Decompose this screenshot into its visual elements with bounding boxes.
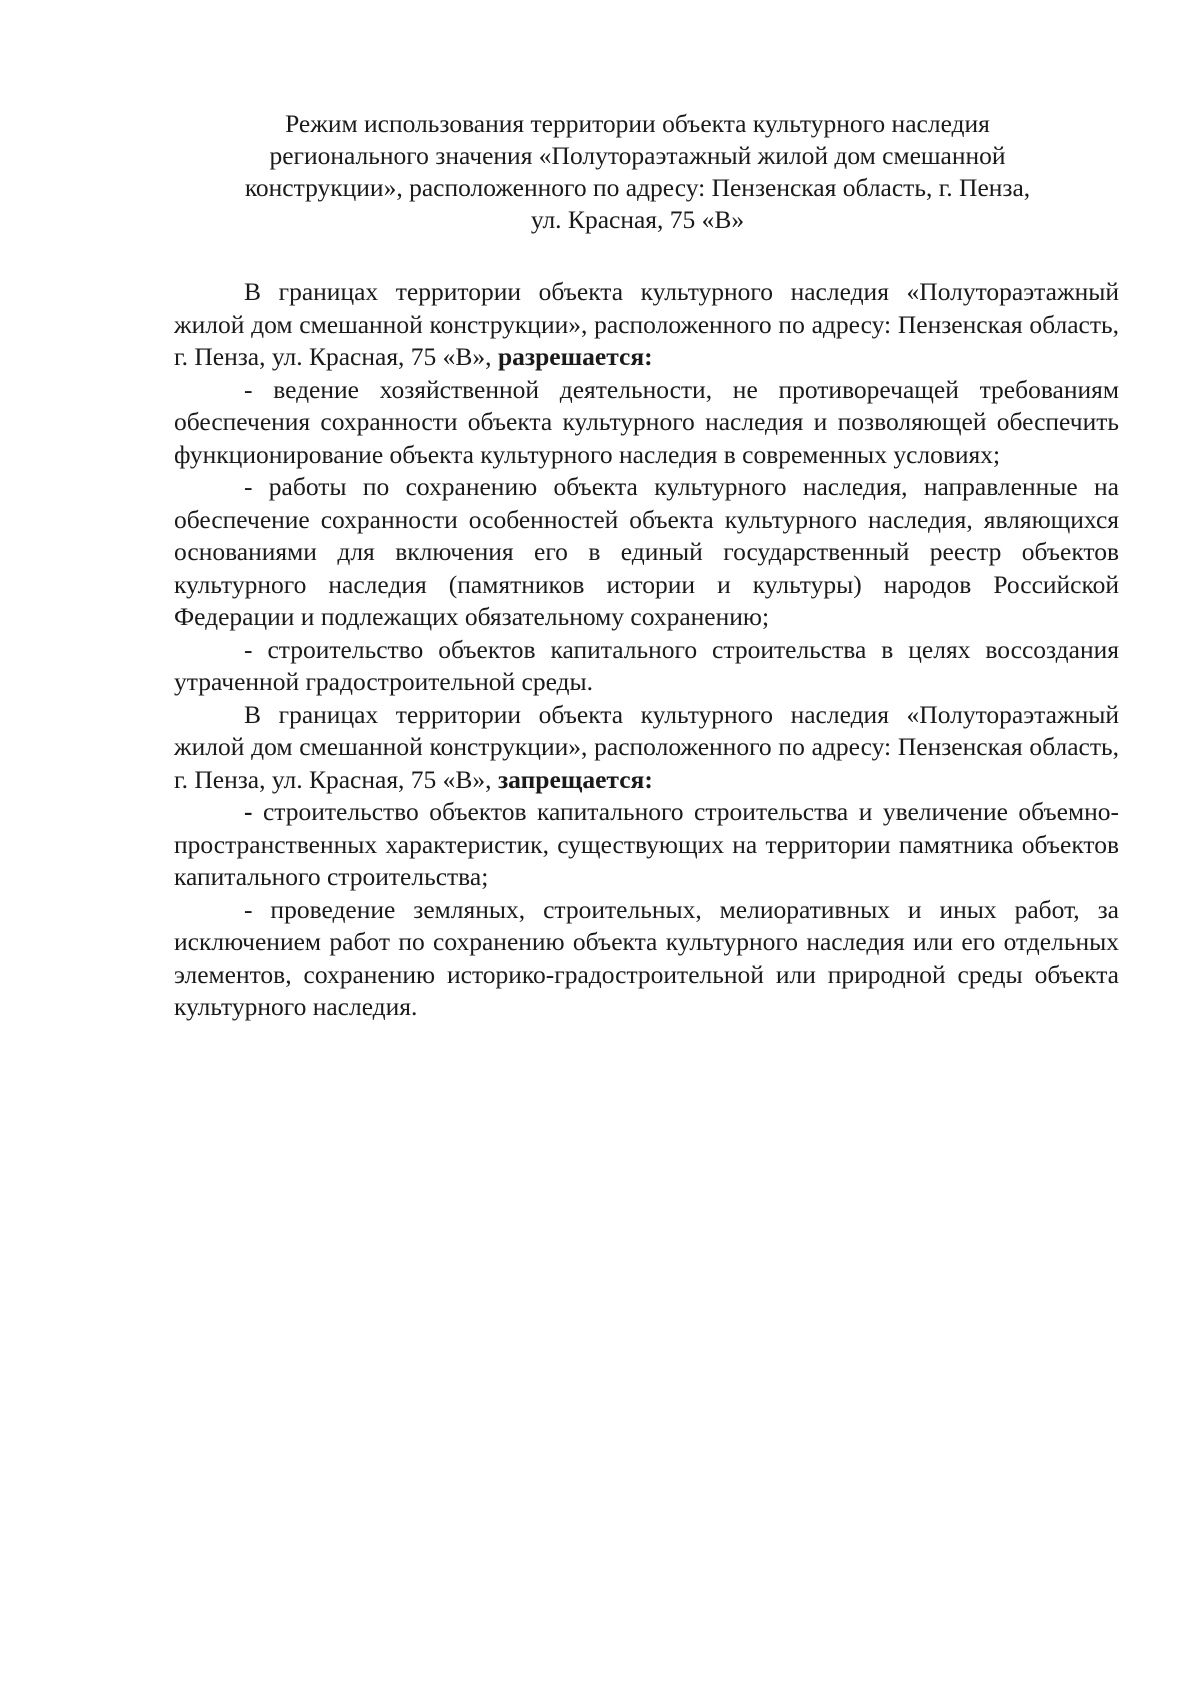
permitted-intro-paragraph bbox=[174, 276, 1119, 374]
permitted-item: - работы по сохранению объекта культурного наследия, направленные на обеспечение сохранности особенностей объекта культурного наследия, являющихся основаниями для включения его в единый государственный реестр объектов культурного наследия (памятников истории и культуры) народов Российской Федерации и подлежащих обязательному сохранению; bbox=[174, 472, 1119, 631]
title-line: конструкции», расположенного по адресу: Пензенская область, г. Пенза, bbox=[244, 173, 1031, 202]
prohibited-item bbox=[174, 796, 1119, 894]
document-body bbox=[174, 276, 1119, 1024]
prohibited-item-dash: - bbox=[244, 797, 253, 826]
permitted-item: - строительство объектов капитального строительства в целях воссоздания утраченной градостроительной среды. bbox=[174, 634, 1119, 696]
title-line: регионального значения «Полутораэтажный жилой дом смешанной bbox=[269, 141, 1006, 170]
permitted-intro-text: В границах территории объекта культурного наследия «Полутораэтажный жилой дом смешанной конструкции», расположенного по адресу: Пензенская область, г. Пенза, ул. Красная, 75 «В», bbox=[174, 277, 1119, 371]
prohibited-item-text: строительство объектов капитального строительства и увеличение объемно-пространственных характеристик, существующих на территории памятника объектов капитального строительства; bbox=[174, 797, 1119, 891]
title-line: ул. Красная, 75 «В» bbox=[530, 205, 745, 234]
permitted-item: - ведение хозяйственной деятельности, не противоречащей требованиям обеспечения сохранности объекта культурного наследия и позволяющей обеспечить функционирование объекта культурного наследия в современных условиях; bbox=[174, 374, 1119, 469]
prohibited-keyword: запрещается: bbox=[497, 764, 653, 794]
prohibited-intro-paragraph bbox=[174, 699, 1119, 797]
document-title bbox=[160, 108, 1115, 236]
title-line: Режим использования территории объекта культурного наследия bbox=[285, 109, 990, 138]
prohibited-item: - проведение земляных, строительных, мелиоративных и иных работ, за исключением работ по сохранению объекта культурного наследия или его отдельных элементов, сохранению историко-градостроительной или природной среды объекта культурного наследия. bbox=[174, 894, 1119, 1021]
permitted-keyword: разрешается: bbox=[497, 342, 653, 371]
prohibited-intro-text: В границах территории объекта культурного наследия «Полутораэтажный жилой дом смешанной конструкции», расположенного по адресу: Пензенская область, г. Пенза, ул. Красная, 75 «В», bbox=[174, 699, 1119, 794]
